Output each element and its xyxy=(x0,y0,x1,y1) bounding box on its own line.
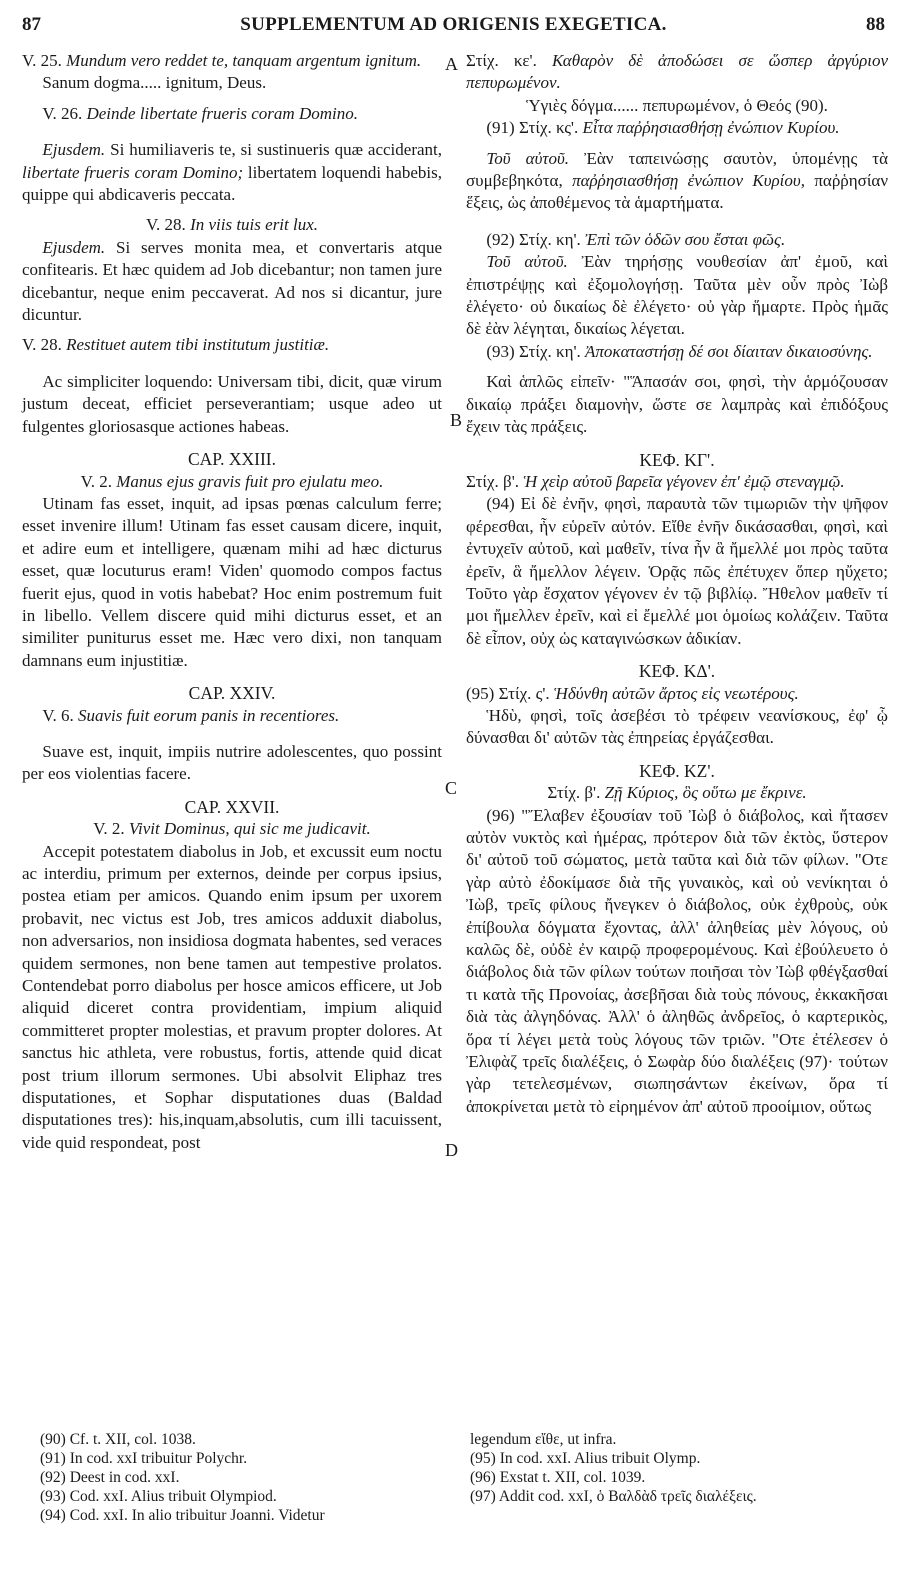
footnote: (90) Cf. t. XII, col. 1038. xyxy=(40,1431,196,1448)
greek-column xyxy=(466,50,888,1118)
verse-heading: V. 6. Suavis fuit eorum panis in recentiores. xyxy=(42,705,340,725)
text-line: Ὑγιὲς δόγμα...... πεπυρωμένον, ὁ Θεός (90). xyxy=(526,95,828,115)
footnote: (97) Addit cod. xxI, ὁ Βαλδὰδ τρεῖς διαλέξεις. xyxy=(470,1488,757,1505)
paragraph: Καὶ ἁπλῶς εἰπεῖν· "Ἅπασάν σοι, φησὶ, τὴν ἁρμόζουσαν δικαίῳ πράξει διαμονὴν, ὥστε σε λαμπρὰς καὶ ἐπιδόξους ἔχειν τὰς πράξεις. xyxy=(466,372,888,437)
page-header xyxy=(22,14,885,44)
footnote: (92) Deest in cod. xxI. xyxy=(40,1469,180,1486)
paragraph: Τοῦ αὐτοῦ. Ἐὰν ταπεινώσῃς σαυτὸν, ὑπομένῃς τὰ συμβεβηκότα, παῤῥησιασθήσῃ ἐνώπιον Κυρίου, παῤῥησίαν ἕξεις, ὡς ἀποθέμενος τὰ ἁμαρτήματα. xyxy=(466,148,889,213)
running-title: SUPPLEMENTUM AD ORIGENIS EXEGETICA. xyxy=(240,14,667,35)
verse-heading: Στίχ. κε'. Καθαρὸν δὲ ἀποδώσει σε ὥσπερ ἀργύριον πεπυρωμένον. xyxy=(466,51,888,93)
footnote: (95) In cod. xxI. Alius tribuit Olymp. xyxy=(470,1450,701,1467)
verse-heading: (92) Στίχ. κη'. Ἐπὶ τῶν ὁδῶν σου ἔσται φῶς. xyxy=(486,229,786,249)
paragraph: Ἡδὺ, φησὶ, τοῖς ἀσεβέσι τὸ τρέφειν νεανίσκους, ἐφ' ᾧ δύνασθαι δι' αὐτῶν τὰς ἐπηρείας ἐργάζεσθαι. xyxy=(466,705,888,748)
verse-heading: Στίχ. β'. Ἡ χεὶρ αὐτοῦ βαρεῖα γέγονεν ἐπ' ἐμῷ στεναγμῷ. xyxy=(466,471,845,491)
paragraph: (94) Εἰ δὲ ἐνῆν, φησὶ, παραυτὰ τῶν τιμωριῶν τὴν ψῆφον φέρεσθαι, ἦν εὑρεῖν αὐτόν. Εἴθε ἐνῆν δικάσασθαι, φησὶ, καὶ ἐντυχεῖν αὐτοῦ, καὶ μαθεῖν, τίνα ἦν ἃ ἤμελλέ μοι πρὸς ταῦτα ἐρεῖν, ἃ ἤμελλον λέγειν. Ὁρᾷς πῶς ἐπέτυχεν ὅπερ ηὔχετο; Τοῦτο γὰρ ἔσχατον γέγονεν ἐν τῷ βιβλίῳ. Ἤθελον μαθεῖν τί μοι ἤμελλεν ἐρεῖν, καὶ εἰ ἔμελλέ μοι ὁμοίως κολάζειν. Ταῦτα δὲ εἶπον, οὐχ ὡς καταγινώσκων ἀδικίαν. xyxy=(466,494,888,648)
text-line: Sanum dogma..... ignitum, Deus. xyxy=(42,73,267,93)
chapter-heading: CAP. XXIV. xyxy=(188,683,276,704)
chapter-heading: ΚΕΦ. ΚΓ'. xyxy=(639,449,715,470)
footnote: legendum εἴθε, ut infra. xyxy=(470,1431,617,1448)
page-number-right: 88 xyxy=(866,14,885,35)
chapter-heading: CAP. XXVII. xyxy=(184,796,280,817)
margin-marker-d: D xyxy=(445,1140,458,1160)
verse-heading: V. 26. Deinde libertate frueris coram Domino. xyxy=(42,103,358,123)
paragraph: Utinam fas esset, inquit, ad ipsas pœnas calculum ferre; esset invenire illum! Utinam fas esset causam dicere, inquit, et adire eum et intelligere, quænam mihi ad hæc dicturus esset, quæ locuturus eram! Viden' quomodo compos factus fuerit ejus, quod in votis habebat? Hoc enim postremum fuit in libello. Vellem discere quid mihi dicturus esset, et an similiter puniturus esset me. Hæc vero dixi, non tanquam damnans eum injustitiæ. xyxy=(22,493,442,670)
margin-marker-a: A xyxy=(445,54,458,74)
page-number-left: 87 xyxy=(22,14,41,35)
verse-heading: V. 28. In viis tuis erit lux. xyxy=(145,215,319,235)
footnote: (96) Exstat t. XII, col. 1039. xyxy=(470,1469,646,1486)
paragraph: Ejusdem. Si serves monita mea, et convertaris atque confitearis. Et hæc quidem ad Job dicebantur; non tamen jure dicebantur, neque enim peccaverat. Ad nos si dicantur, jure dicuntur. xyxy=(22,237,443,325)
footnote: (93) Cod. xxI. Alius tribuit Olympiod. xyxy=(40,1488,277,1505)
latin-column xyxy=(22,50,442,1154)
footnote: (94) Cod. xxI. In alio tribuitur Joanni. Videtur xyxy=(40,1507,325,1524)
margin-marker-c: C xyxy=(445,778,458,798)
verse-heading: (91) Στίχ. κς'. Εἶτα παῤῥησιασθήσῃ ἐνώπιον Κυρίου. xyxy=(486,118,840,138)
verse-heading: Στίχ. β'. Ζῇ Κύριος, ὃς οὕτω με ἔκρινε. xyxy=(547,783,807,803)
chapter-heading: ΚΕΦ. ΚΖ'. xyxy=(639,760,715,781)
verse-heading: (95) Στίχ. ς'. Ἡδύνθη αὐτῶν ἄρτος εἰς νεωτέρους. xyxy=(466,683,799,703)
paragraph: Ejusdem. Si humiliaveris te, si sustinueris quæ acciderant, libertate frueris coram Domino; libertatem loquendi habebis, quippe qui abdicaveris peccata. xyxy=(22,140,442,205)
chapter-heading: ΚΕΦ. ΚΔ'. xyxy=(638,661,716,682)
footnotes-left xyxy=(40,1430,440,1525)
verse-heading: V. 25. Mundum vero reddet te, tanquam argentum ignitum. xyxy=(22,51,422,70)
margin-marker-b: B xyxy=(450,410,463,430)
verse-heading: (93) Στίχ. κη'. Ἀποκαταστήσῃ δέ σοι δίαιταν δικαιοσύνης. xyxy=(486,341,873,361)
paragraph: Τοῦ αὐτοῦ. Ἐὰν τηρήσῃς νουθεσίαν ἀπ' ἐμοῦ, καὶ ἐπιστρέψῃς καὶ ἐξομολογήσῃ. Ταῦτα μὲν οὖν πρὸς Ἰὼβ ἐλέγετο· οὐ δικαίως δὲ ἐλέγετο· οὐ γὰρ ἥμαρτε. Πρὸς ἡμᾶς δὲ ἐὰν λέγηται, δικαίως λέγεται. xyxy=(466,252,889,339)
paragraph: Ac simpliciter loquendo: Universam tibi, dicit, quæ virum justum deceat, efficiet perseverantiam; usque adeo ut fulgentes gloriosasque actiones habeas. xyxy=(22,371,442,436)
footnotes-right xyxy=(470,1430,888,1506)
chapter-heading: CAP. XXIII. xyxy=(188,449,276,470)
verse-heading: V. 28. Restituet autem tibi institutum justitiæ. xyxy=(22,335,330,355)
verse-heading: V. 2. Vivit Dominus, qui sic me judicavit. xyxy=(93,819,371,839)
paragraph: Accepit potestatem diabolus in Job, et excussit eum noctu ac interdiu, primum per externos, deinde per corpus ipsius, postea etiam per amicos. Quando enim ipsum per uxorem probavit, nec victus est Job, tres amicos adduxit diabolus, non adversarios, non insidiosa dogmata habentes, sed veraces quidem sermones, non bene tamen aut tempestive prolatos. Contendebat porro diabolus per hosce amicos efficere, ut Job aliquid diceret contra providentiam, impium aliquid committeret propter molestias, et pravum propter dolores. At sanctus hic athleta, vere robustus, fortis, attende quid dicat post trium illorum sermones. Ubi absolvit Eliphaz tres disputationes, et Sophar disputationes duas (Baldad disputationes tres): his,inquam,absolutis, cum illi tacuissent, vide quid respondeat, post xyxy=(22,841,442,1152)
footnote: (91) In cod. xxI tribuitur Polychr. xyxy=(40,1450,248,1467)
paragraph: Suave est, inquit, impiis nutrire adolescentes, quo possint per eos violentias facere. xyxy=(22,741,442,784)
paragraph: (96) "Ἔλαβεν ἐξουσίαν τοῦ Ἰὼβ ὁ διάβολος, καὶ ἤτασεν αὐτὸν νυκτὸς καὶ ἡμέρας, πρότερον διὰ τῶν ἐκτὸς, ὕστερον δι' αὐτοῦ τοῦ σώματος, μετὰ ταῦτα καὶ διὰ τῶν φίλων. "Οτε γὰρ αὐτὸ ἐδοκίμασε διὰ τῆς γυναικὸς, καὶ οὐ νενίκηται ὁ Ἰὼβ, τρεῖς φίλους ἤνεγκεν ὁ διάβολος, οὐκ ἐχθροὺς, οὐκ ἐπίβουλα δόγματα ἔχοντας, ἀλλ' ἀληθείας μὲν λόγους, οὐ καλῶς δὲ, οὐδὲ ἐν καιρῷ προφερομένους. Καὶ ἐβούλευετο ὁ διάβολος διὰ τῶν φίλων τούτων ποιῆσαι τὸν Ἰὼβ φθέγξασθαί τι κατὰ τῆς Προνοίας, ἀσεβῆσαι διὰ τοὺς πόνους, ἐκκακῆσαι διὰ τὰς ἀλγηδόνας. Ἀλλ' ὁ ἀληθῶς ἀνδρεῖος, ὁ καρτερικὸς, ὅρα τί λέγει μετὰ τοὺς λόγους τῶν τριῶν. "Οτε ἐτέλεσεν ὁ Ἐλιφὰζ τρεῖς διαλέξεις, ὁ Σωφὰρ δύο διαλέξεις (97)· τούτων γὰρ τετελεσμένων, σιωπησάντων ἐκείνων, ὅρα τί ἀποκρίνεται μετὰ τὸ εἰρημένον ἀπ' αὐτοῦ προοίμιον, οὕτως xyxy=(466,805,888,1116)
verse-heading: V. 2. Manus ejus gravis fuit pro ejulatu meo. xyxy=(80,471,384,491)
